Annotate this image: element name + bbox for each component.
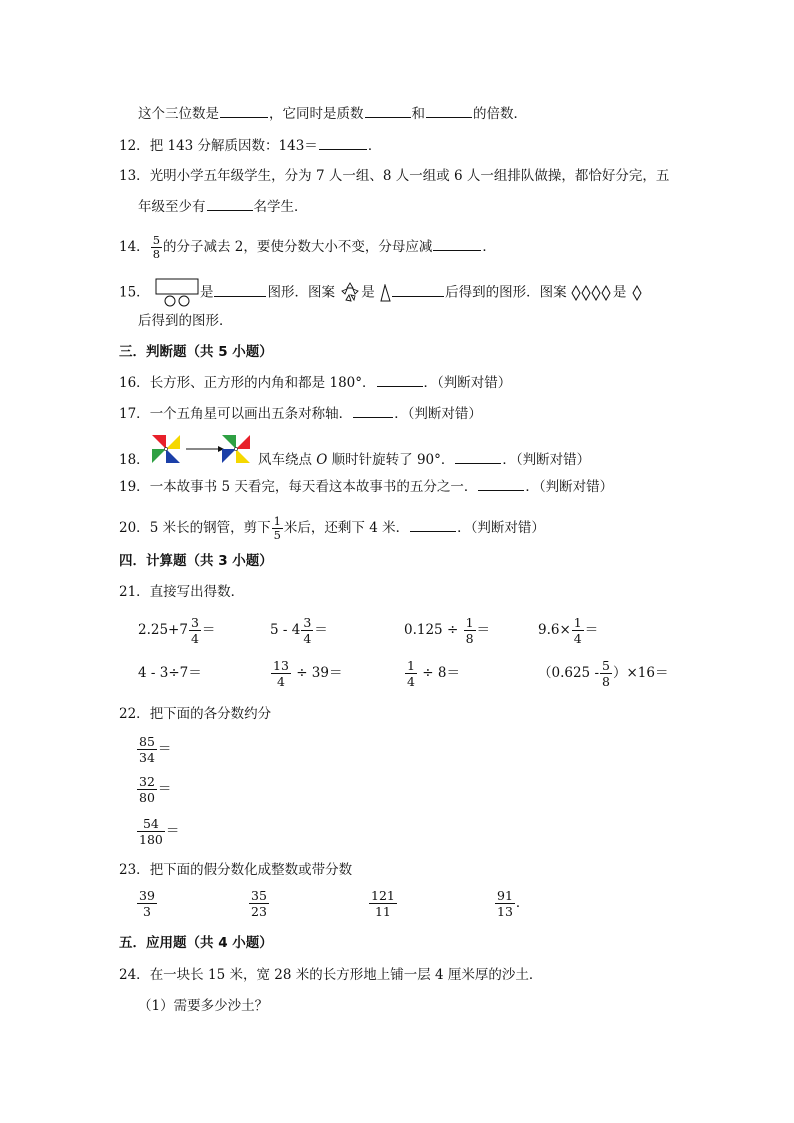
question-19: 19．一本故事书 5 天看完，每天看这本故事书的五分之一． ．（判断对错） — [119, 479, 614, 495]
triangle-pattern-icon — [339, 281, 361, 305]
answer-blank[interactable] — [426, 105, 472, 118]
windmill-rotation-figure — [150, 432, 252, 466]
question-20: 20．5 米长的钢管，剪下 $\frac{1}{5}$ 米后，还剩下 4 米． ．（判断对错） — [119, 514, 545, 542]
section-heading-calculation: 四．计算题（共 3 小题） — [119, 553, 273, 569]
question-13-line2: 年级至少有 名学生． — [138, 199, 308, 215]
answer-blank[interactable] — [455, 451, 501, 464]
question-21: 21．直接写出得数． — [119, 584, 245, 600]
answer-blank[interactable] — [478, 478, 524, 491]
question-14: 14． $\frac{5}{8}$ 的分子减去 2，要使分数大小不变，分母应减 ． — [119, 233, 496, 261]
improper-fraction: $\frac{91}{13}$ ． — [497, 888, 530, 919]
reduce-item: $\frac{85}{34}$ ＝ — [139, 734, 172, 765]
reduce-item: $\frac{32}{80}$ ＝ — [139, 774, 172, 805]
calc-expression: 2.25+7 $\frac{3}{4}$ ＝ — [138, 615, 216, 646]
windmill-icon — [152, 435, 180, 463]
question-18: 18． — [119, 452, 150, 468]
answer-blank[interactable] — [392, 284, 444, 297]
calc-expression: 9.6× $\frac{1}{4}$ ＝ — [538, 615, 599, 646]
answer-blank[interactable] — [207, 198, 253, 211]
question-15: 15． 是 图形．图案 是 后得到的图形．图案 是 — [119, 278, 643, 308]
question-24: 24．在一块长 15 米，宽 28 米的长方形地上铺一层 4 厘米厚的沙土． — [119, 967, 543, 983]
q11-line: 这个三位数是 ，它同时是质数 和 的倍数． — [138, 106, 527, 122]
question-13: 13．光明小学五年级学生，分为 7 人一组、8 人一组或 6 人一组排队做操，都恰好分完，五 — [119, 168, 670, 184]
improper-fraction: $\frac{39}{3}$ — [139, 888, 155, 919]
answer-blank[interactable] — [353, 405, 393, 418]
question-18-text: 风车绕点 O 顺时针旋转了 90°． ．（判断对错） — [258, 452, 591, 468]
windmill-rotated-icon — [222, 435, 250, 463]
calc-expression: 5 - 4 $\frac{3}{4}$ ＝ — [270, 615, 328, 646]
question-16: 16．长方形、正方形的内角和都是 180°． ．（判断对错） — [119, 375, 512, 391]
section-heading-application: 五．应用题（共 4 小题） — [119, 935, 273, 951]
calc-expression: 4 - 3÷7＝ — [138, 665, 202, 681]
answer-blank[interactable] — [410, 519, 456, 532]
answer-blank[interactable] — [214, 284, 266, 297]
diamond-row-icon — [571, 285, 613, 301]
question-23: 23．把下面的假分数化成整数或带分数 — [119, 862, 353, 878]
question-17: 17．一个五角星可以画出五条对称轴． ．（判断对错） — [119, 406, 482, 422]
calc-expression: $\frac{13}{4}$ ÷ 39＝ — [273, 658, 343, 689]
answer-blank[interactable] — [433, 238, 481, 251]
question-24-sub1: （1）需要多少沙土？ — [138, 998, 269, 1014]
triangle-icon — [379, 284, 391, 302]
answer-blank[interactable] — [377, 374, 423, 387]
cart-shape-icon — [154, 278, 200, 308]
improper-fraction: $\frac{121}{11}$ — [371, 888, 395, 919]
answer-blank[interactable] — [365, 105, 411, 118]
answer-blank[interactable] — [319, 137, 367, 150]
section-heading-judgement: 三．判断题（共 5 小题） — [119, 344, 273, 360]
fraction: $\frac{5}{8}$ — [152, 233, 161, 261]
fraction: $\frac{1}{5}$ — [273, 514, 281, 542]
question-12: 12．把 143 分解质因数：143＝ ． — [119, 138, 382, 154]
question-22: 22．把下面的各分数约分 — [119, 706, 272, 722]
calc-expression: 0.125 ÷ $\frac{1}{8}$ ＝ — [404, 615, 491, 646]
improper-fraction: $\frac{35}{23}$ — [251, 888, 267, 919]
diamond-icon — [631, 285, 643, 301]
reduce-item: $\frac{54}{180}$ ＝ — [139, 816, 180, 847]
question-15-line2: 后得到的图形． — [138, 313, 233, 329]
answer-blank[interactable] — [220, 105, 268, 118]
calc-expression: $\frac{1}{4}$ ÷ 8＝ — [407, 658, 460, 689]
calc-expression: （0.625 - $\frac{5}{8}$ ）×16＝ — [538, 658, 669, 689]
